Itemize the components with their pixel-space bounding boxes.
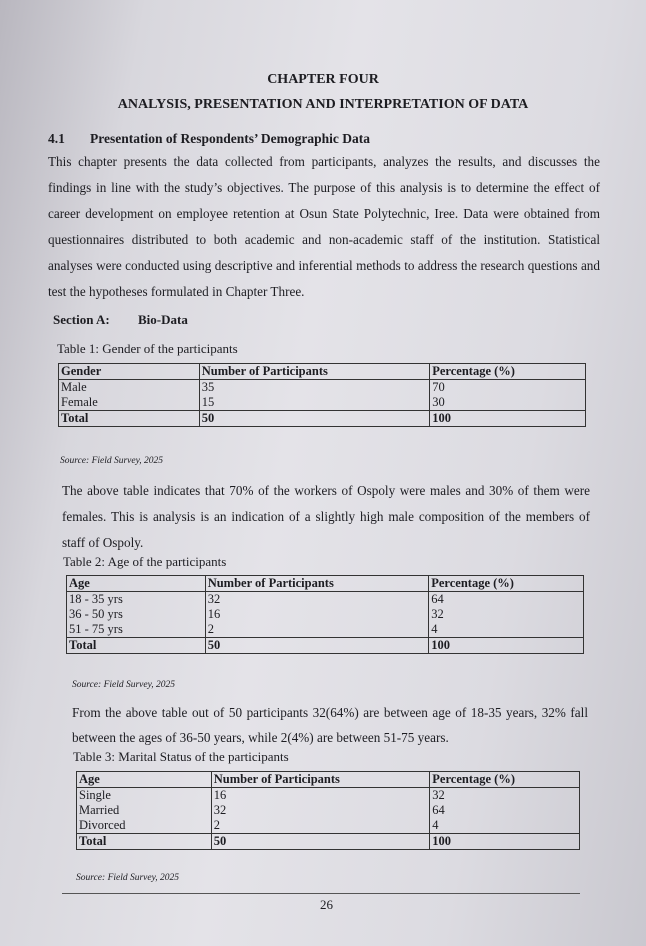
- table-cell: 18 - 35 yrs: [67, 592, 206, 608]
- header-cell: Age: [77, 772, 212, 788]
- table-cell: 64: [429, 592, 584, 608]
- table-header-row: [67, 576, 584, 592]
- table-cell: Single: [77, 788, 212, 804]
- table-cell: 32: [429, 607, 584, 622]
- header-cell: Number of Participants: [205, 576, 429, 592]
- table-cell: 50: [205, 638, 429, 654]
- table-row: [67, 592, 584, 608]
- table-cell: 35: [199, 380, 430, 396]
- table-cell: Total: [77, 834, 212, 850]
- table-cell: 70: [430, 380, 586, 396]
- gender-table: [58, 363, 586, 427]
- table-cell: 30: [430, 395, 586, 411]
- table-cell: Married: [77, 803, 212, 818]
- header-cell: Percentage (%): [429, 576, 584, 592]
- intro-paragraph: This chapter presents the data collected from participants, analyzes the results, and discusses the findings in line with the study’s objectives. The purpose of this analysis is to determine the effect of career development on employee retention at Osun State Polytechnic, Iree. Data were obtained from questionnaires distributed to both academic and non-academic staff of the institution. Statistical analyses were conducted using descriptive and inferential methods to address the research questions and test the hypotheses formulated in Chapter Three.: [48, 154, 600, 299]
- table-row: [59, 395, 586, 411]
- table3-source: Source: Field Survey, 2025: [76, 873, 180, 883]
- table-cell: 15: [199, 395, 430, 411]
- table-cell: Female: [59, 395, 200, 411]
- table1-source: Source: Field Survey, 2025: [60, 456, 164, 466]
- table-cell: Divorced: [77, 818, 212, 834]
- table-cell: 16: [211, 788, 430, 804]
- table-header-row: [59, 364, 586, 380]
- header-cell: Percentage (%): [430, 772, 580, 788]
- table-row: [67, 622, 584, 638]
- section-number: 4.1: [48, 131, 65, 146]
- table-cell: Total: [67, 638, 206, 654]
- table-row: [67, 607, 584, 622]
- table-cell: 100: [430, 834, 580, 850]
- table-cell: 50: [199, 411, 430, 427]
- header-cell: Gender: [59, 364, 200, 380]
- table-cell: 100: [430, 411, 586, 427]
- table2-caption: Table 2: Age of the participants: [63, 554, 227, 569]
- table-cell: 50: [211, 834, 430, 850]
- table-cell: 32: [205, 592, 429, 608]
- marital-status-table: [76, 771, 580, 850]
- header-cell: Percentage (%): [430, 364, 586, 380]
- table2-comment: From the above table out of 50 participants 32(64%) are between age of 18-35 years, 32% fall between the ages of 36-50 years, while 2(4%) are between 51-75 years.: [72, 705, 588, 745]
- table-cell: 100: [429, 638, 584, 654]
- section-a-label: Section A:: [53, 312, 110, 327]
- table-cell: Total: [59, 411, 200, 427]
- footer-rule: [62, 893, 580, 894]
- header-cell: Age: [67, 576, 206, 592]
- table-cell: 36 - 50 yrs: [67, 607, 206, 622]
- chapter-heading: CHAPTER FOUR: [267, 72, 379, 87]
- table-cell: 51 - 75 yrs: [67, 622, 206, 638]
- chapter-title: ANALYSIS, PRESENTATION AND INTERPRETATION OF DATA: [117, 97, 529, 112]
- table-row: [59, 380, 586, 396]
- table2-source: Source: Field Survey, 2025: [72, 680, 176, 690]
- table-total-row: [67, 638, 584, 654]
- table-row: [77, 788, 580, 804]
- age-table: [66, 575, 584, 654]
- table3-caption: Table 3: Marital Status of the participants: [73, 749, 289, 764]
- table1-comment: The above table indicates that 70% of the workers of Ospoly were males and 30% of them were females. This is analysis is an indication of a slightly high male composition of the members of staff of Ospoly.: [62, 483, 590, 550]
- table-cell: 32: [211, 803, 430, 818]
- table-cell: 16: [205, 607, 429, 622]
- section-a-title: Bio-Data: [138, 312, 188, 327]
- table-header-row: [77, 772, 580, 788]
- table-total-row: [59, 411, 586, 427]
- table-row: [77, 818, 580, 834]
- table-cell: 2: [205, 622, 429, 638]
- table-cell: 4: [429, 622, 584, 638]
- page-number: 26: [320, 897, 333, 912]
- table1-caption: Table 1: Gender of the participants: [57, 341, 238, 356]
- table-cell: 32: [430, 788, 580, 804]
- table-cell: 2: [211, 818, 430, 834]
- table-row: [77, 803, 580, 818]
- table-cell: Male: [59, 380, 200, 396]
- section-title: Presentation of Respondents’ Demographic Data: [90, 131, 370, 146]
- table-total-row: [77, 834, 580, 850]
- table-cell: 64: [430, 803, 580, 818]
- table-cell: 4: [430, 818, 580, 834]
- header-cell: Number of Participants: [199, 364, 430, 380]
- header-cell: Number of Participants: [211, 772, 430, 788]
